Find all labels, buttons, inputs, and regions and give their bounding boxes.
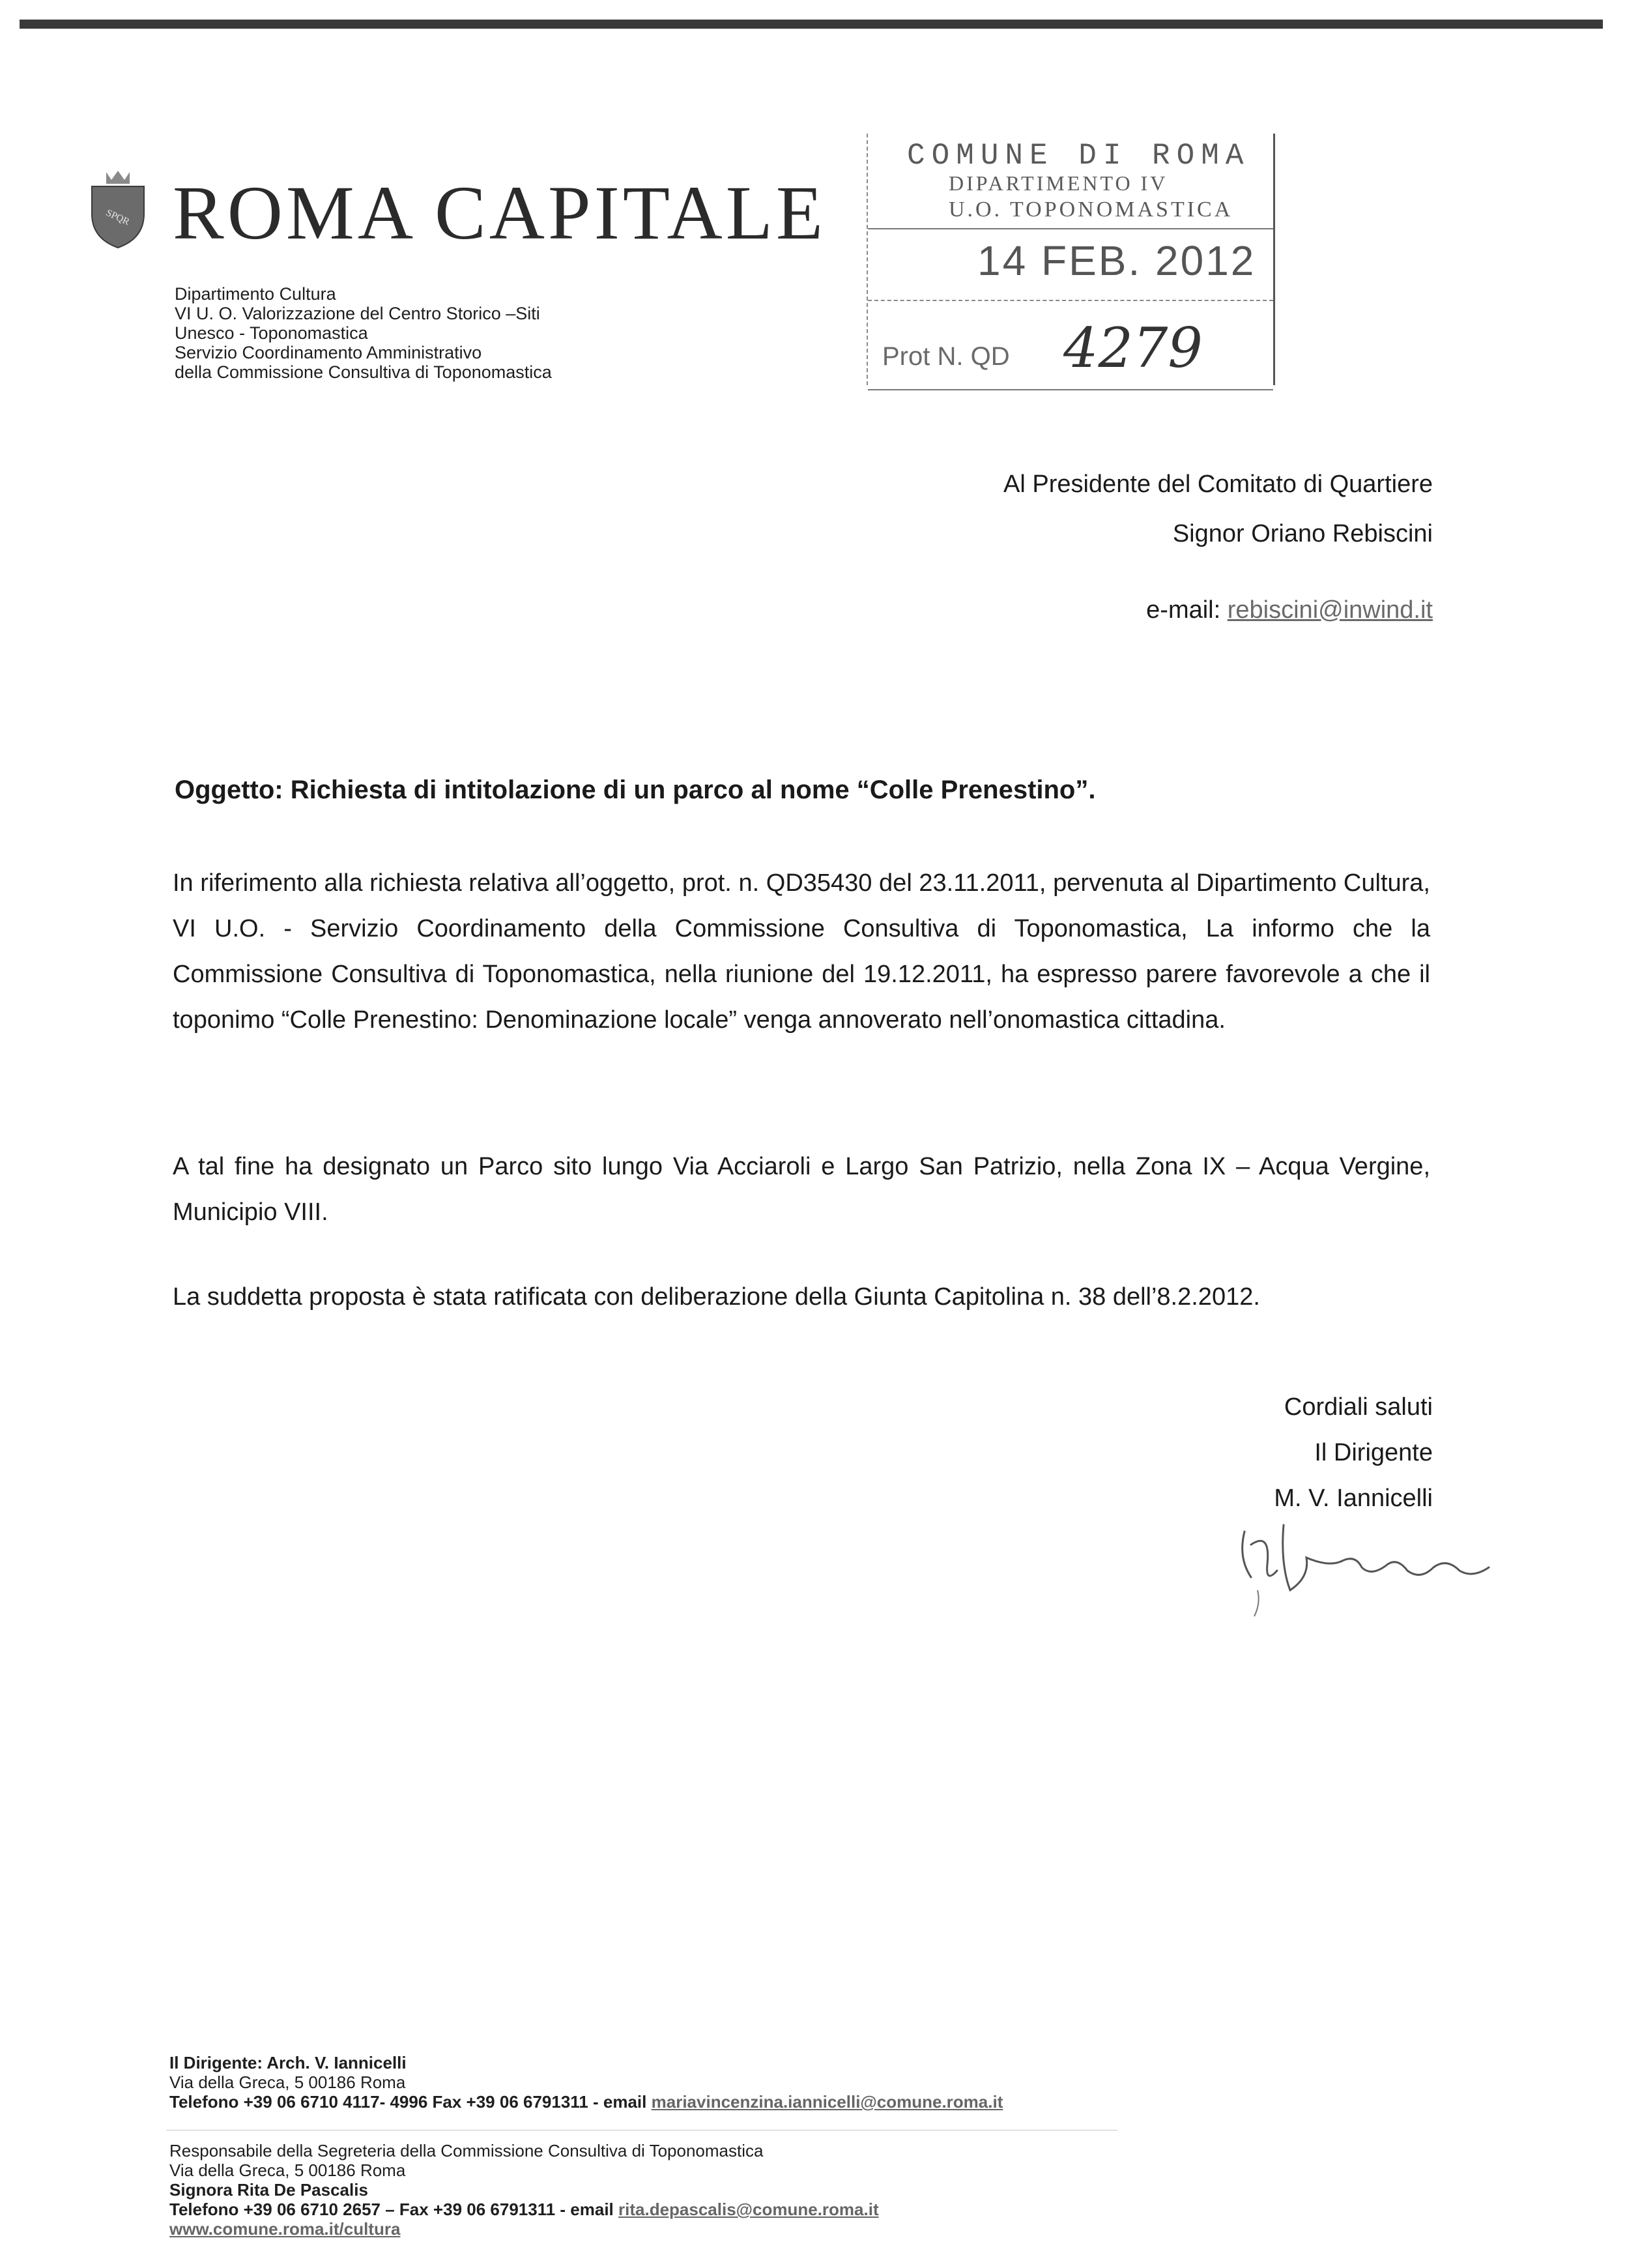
footer-line: Telefono +39 06 6710 4117- 4996 Fax +39 06 6791311 - email: [169, 2092, 647, 2112]
footer-block-secretary: [169, 2141, 879, 2239]
protocol-stamp: [867, 134, 1275, 385]
recipient-name: Signor Oriano Rebiscini: [1172, 520, 1433, 547]
footer-line: Responsabile della Segreteria della Commissione Consultiva di Toponomastica: [169, 2141, 764, 2160]
stamp-divider: [868, 228, 1273, 229]
stamp-divider: [868, 300, 1273, 301]
footer-email-link[interactable]: rita.depascalis@comune.roma.it: [618, 2200, 879, 2219]
recipient-line: Al Presidente del Comitato di Quartiere: [1003, 471, 1433, 498]
closing-greeting: Cordiali saluti: [1284, 1393, 1433, 1421]
stamp-protocol-label: Prot N. QD: [882, 342, 1010, 371]
body-paragraph: In riferimento alla richiesta relativa all’oggetto, prot. n. QD35430 del 23.11.2011, pervenuta al Dipartimento Cultura, VI U.O. - Servizio Coordinamento della Commissione Consultiva di Toponomastica, La informo che la Commissione Consultiva di Toponomastica, nella riunione del 19.12.2011, ha espresso parere favorevole a che il toponimo “Colle Prenestino: Denominazione locale” venga annoverato nell’onomastica cittadina.: [173, 869, 1430, 1034]
recipient-email-link[interactable]: rebiscini@inwind.it: [1227, 596, 1433, 624]
footer-line: Il Dirigente: Arch. V. Iannicelli: [169, 2053, 407, 2072]
department-line: Servizio Coordinamento Amministrativo: [175, 343, 482, 362]
footer-line: Signora Rita De Pascalis: [169, 2180, 368, 2200]
closing-role: Il Dirigente: [1314, 1439, 1433, 1466]
body-paragraph: La suddetta proposta è stata ratificata con deliberazione della Giunta Capitolina n. 38 dell’8.2.2012.: [173, 1283, 1260, 1311]
shield-mark: SPQR: [104, 207, 131, 228]
department-line: VI U. O. Valorizzazione del Centro Storico –Siti: [175, 304, 540, 323]
stamp-line3: U.O. TOPONOMASTICA: [949, 197, 1233, 222]
subject-line: Oggetto: Richiesta di intitolazione di un parco al nome “Colle Prenestino”.: [175, 776, 1096, 804]
stamp-line1: COMUNE DI ROMA: [907, 139, 1250, 173]
stamp-line2: DIPARTIMENTO IV: [949, 171, 1168, 195]
closing-block: [1274, 1384, 1433, 1521]
department-block: [175, 284, 552, 382]
department-line: Unesco - Toponomastica: [175, 323, 368, 343]
department-line: della Commissione Consultiva di Toponomastica: [175, 362, 552, 382]
footer-website-link[interactable]: www.comune.roma.it/cultura: [169, 2219, 401, 2239]
stamp-divider: [868, 389, 1273, 390]
recipient-email-line: [1146, 596, 1433, 624]
recipient-block: [1003, 459, 1433, 559]
footer-line: Via della Greca, 5 00186 Roma: [169, 2072, 406, 2092]
closing-name: M. V. Iannicelli: [1274, 1485, 1433, 1512]
handwritten-signature: [1231, 1505, 1505, 1623]
top-rule: [20, 20, 1603, 29]
shield-icon: [87, 168, 149, 249]
footer-block-director: [169, 2053, 1003, 2112]
footer-line: Telefono +39 06 6710 2657 – Fax +39 06 6791311 - email: [169, 2200, 614, 2219]
stamp-date: 14 FEB. 2012: [977, 237, 1256, 284]
body-paragraph: A tal fine ha designato un Parco sito lungo Via Acciaroli e Largo San Patrizio, nella Zona IX – Acqua Vergine, Municipio VIII.: [173, 1153, 1430, 1226]
footer-line: Via della Greca, 5 00186 Roma: [169, 2160, 406, 2180]
department-line: Dipartimento Cultura: [175, 284, 336, 304]
stamp-protocol-number: 4279: [1063, 316, 1203, 380]
email-label: e-mail:: [1146, 596, 1221, 624]
logo-text: ROMA CAPITALE: [173, 170, 826, 255]
footer-email-link[interactable]: mariavincenzina.iannicelli@comune.roma.it: [651, 2092, 1003, 2112]
